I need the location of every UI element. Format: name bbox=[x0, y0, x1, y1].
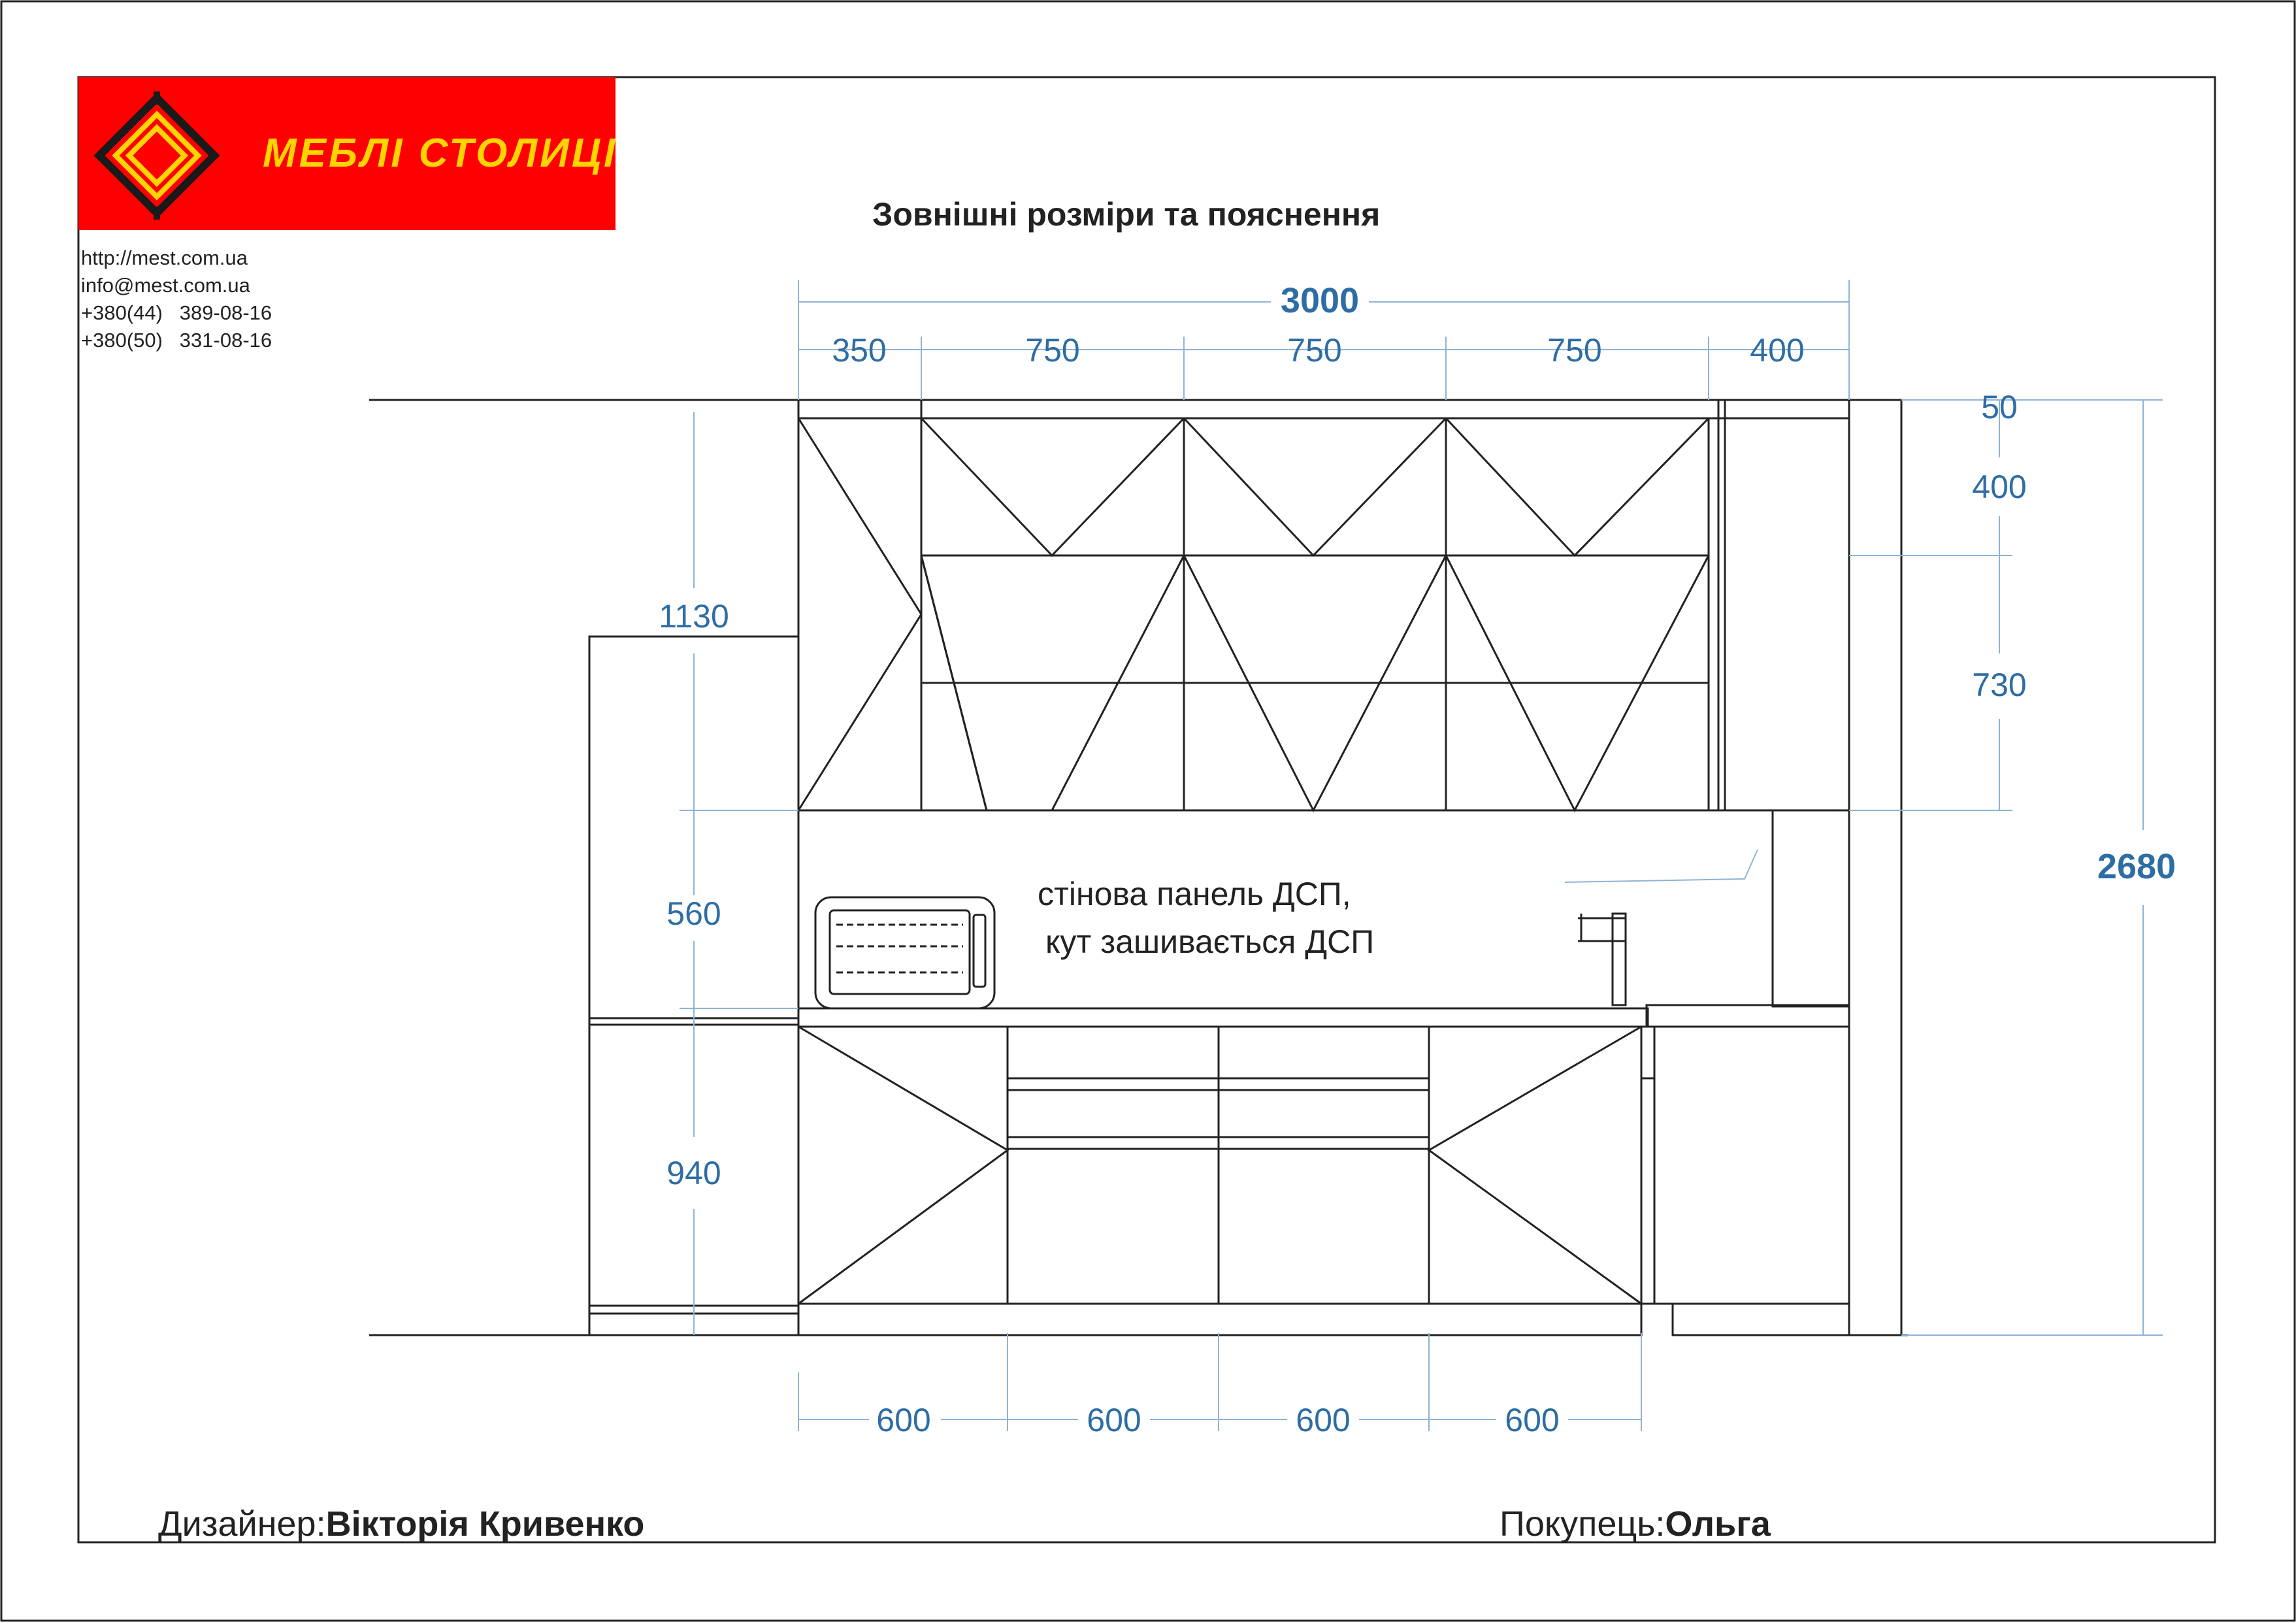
dim-left-height-2: 560 bbox=[666, 895, 721, 932]
dimension-lines bbox=[680, 280, 2163, 1431]
dim-bottom-width-3: 600 bbox=[1296, 1402, 1351, 1438]
microwave-oven bbox=[815, 897, 994, 1008]
designer-line bbox=[158, 1504, 644, 1544]
note-line-1: стінова панель ДСП, bbox=[1038, 876, 1351, 912]
page-title: Зовнішні розміри та пояснення bbox=[872, 196, 1381, 233]
lower-cabinets bbox=[798, 1027, 1849, 1335]
dim-right-height-3: 730 bbox=[1972, 667, 2027, 703]
designer-name: Вікторія Кривенко bbox=[325, 1504, 645, 1544]
dim-bottom-width-2: 600 bbox=[1087, 1402, 1141, 1438]
note-line-2: кут зашивається ДСП bbox=[1045, 923, 1375, 960]
right-wall-panel bbox=[1725, 400, 1901, 1335]
dim-right-height-2: 400 bbox=[1972, 469, 2027, 505]
dimension-labels bbox=[659, 281, 2176, 1438]
dim-top-width-3: 750 bbox=[1287, 332, 1342, 369]
dim-total-height: 2680 bbox=[2097, 847, 2176, 886]
dim-top-width-2: 750 bbox=[1025, 332, 1080, 369]
dim-left-height-1: 1130 bbox=[659, 598, 729, 635]
dim-top-width-4: 750 bbox=[1547, 332, 1602, 369]
dim-left-height-3: 940 bbox=[666, 1155, 721, 1191]
contact-website: http://mest.com.ua bbox=[81, 246, 248, 269]
dim-right-height-1: 50 bbox=[1981, 389, 2018, 425]
contacts bbox=[81, 246, 272, 352]
panel-note bbox=[1038, 876, 1374, 960]
customer-label: Покупець: bbox=[1500, 1504, 1665, 1544]
contact-phone-2: +380(50) 331-08-16 bbox=[81, 329, 272, 352]
countertop bbox=[798, 1005, 1849, 1027]
dim-bottom-width-4: 600 bbox=[1505, 1402, 1560, 1438]
footer bbox=[158, 1504, 1771, 1544]
customer-name: Ольга bbox=[1665, 1504, 1771, 1544]
faucet-icon bbox=[1578, 914, 1626, 1005]
designer-label: Дизайнер: bbox=[158, 1504, 326, 1544]
dim-total-width: 3000 bbox=[1280, 281, 1360, 320]
brand-name: МЕБЛІ СТОЛИЦІ bbox=[263, 131, 618, 176]
contact-phone-1: +380(44) 389-08-16 bbox=[81, 301, 272, 324]
upper-cabinets bbox=[798, 400, 1849, 810]
customer-line bbox=[1500, 1504, 1771, 1544]
dim-top-width-1: 350 bbox=[832, 332, 887, 369]
logo-block bbox=[78, 77, 617, 230]
dim-top-width-5: 400 bbox=[1750, 332, 1805, 369]
dim-bottom-width-1: 600 bbox=[876, 1402, 931, 1438]
contact-email: info@mest.com.ua bbox=[81, 274, 250, 297]
